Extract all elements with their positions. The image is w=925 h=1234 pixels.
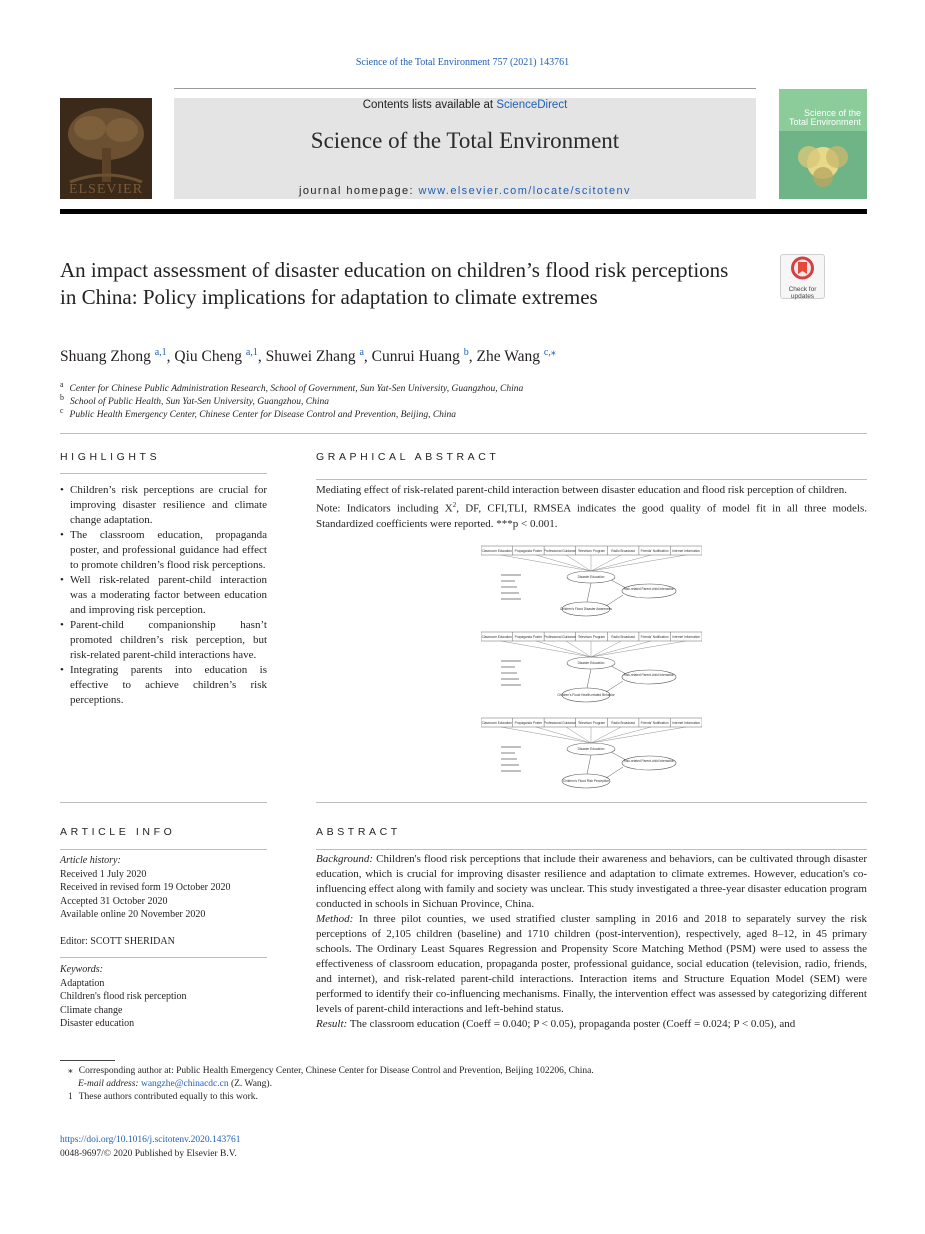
article-info-rule — [60, 849, 267, 850]
ga-node-label: Propaganda Poster — [514, 721, 543, 725]
ga-node-label: Propaganda Poster — [514, 635, 543, 639]
abstract-rule — [316, 849, 867, 850]
keywords-label: Keywords: — [60, 964, 103, 975]
author[interactable]: Cunrui Huang $^b$ — [371, 347, 469, 366]
sem-diagram-panel[interactable] — [481, 631, 702, 713]
sem-diagram-panel[interactable] — [481, 717, 702, 799]
keyword: Climate change — [60, 1004, 123, 1016]
ga-mediator-label: Risk-related Parent-child Interaction — [623, 673, 675, 677]
header-divider — [174, 88, 756, 89]
ga-node-label: Professional Guidance — [543, 721, 576, 725]
author[interactable]: Zhe Wang $^{c,⁎}$ — [476, 347, 556, 366]
history-item: Received in revised form 19 October 2020 — [60, 882, 231, 893]
ga-node-label: Professional Guidance — [543, 635, 576, 639]
copyright: 0048-9697/© 2020 Published by Elsevier B.V. — [60, 1149, 237, 1159]
ga-node-label: Professional Guidance — [543, 549, 576, 553]
sciencedirect-link[interactable]: ScienceDirect — [496, 99, 568, 111]
ga-mediator-label: Risk-related Parent-child Interaction — [623, 759, 675, 763]
history-label: Article history: — [60, 855, 121, 866]
ga-outcome-label: Children's Flood Risk Perception — [562, 779, 610, 783]
ga-node-label: Classroom Education — [481, 635, 512, 639]
ga-outcome-label: Children's Flood Health-related Behavior — [557, 693, 615, 697]
keywords-rule — [60, 957, 267, 958]
ga-caption-line: Mediating effect of risk-related parent-child interaction between disaster education and flood risk perception of children. — [316, 484, 847, 496]
graphical-abstract-heading: GRAPHICAL ABSTRACT — [316, 451, 500, 463]
history-item: Accepted 31 October 2020 — [60, 895, 168, 907]
ga-node-label: Internet Information — [672, 635, 701, 639]
elsevier-logo — [60, 98, 152, 199]
header-thick-rule — [60, 209, 867, 214]
history-item: Received 1 July 2020 — [60, 868, 147, 880]
crossmark-line1: Check for — [788, 286, 817, 293]
abstract-background: Background: Children's flood risk perceptions that include their awareness and behaviors, can be cultivated through disaster education, which is crucial for improving disaster resilience and adaptation to climate extremes. However, education's co-influencing effect along with family and society was unclear. This study investigated a three-year disaster education program conducted in schools in Sichuan Province, China. — [316, 853, 867, 910]
highlights-heading: HIGHLIGHTS — [60, 451, 161, 463]
journal-reference[interactable]: Science of the Total Environment 757 (2021) 143761 — [355, 57, 570, 68]
crossmark-icon — [781, 255, 824, 281]
ga-node-label: Radio Broadcast — [611, 635, 635, 639]
ga-note: Note: Indicators including $X^2$, DF, CFI,TLI, RMSEA indicates the good quality of model fit in all three models. Standardized coefficients were reported. ***p < 0.001. — [316, 501, 867, 530]
ga-center-label: Disaster Education — [577, 661, 605, 666]
highlight-item: • Parent-child companionship hasn’t promoted children’s risk perception, but risk-related parent-child interactions have. — [60, 618, 267, 663]
editor: Editor: SCOTT SHERIDAN — [60, 936, 175, 947]
email-link[interactable]: wangzhe@chinacdc.cn — [140, 1079, 229, 1089]
keywords — [60, 963, 187, 1031]
highlight-item: • Integrating parents into education is effective to achieve children’s risk perceptions. — [60, 663, 267, 708]
abstract-result: Result: The classroom education (Coeff = 0.040; P < 0.05), propaganda poster (Coeff = 0.024; P < 0.05), and — [316, 1018, 796, 1030]
footnote-email: E-mail address: wangzhe@chinacdc.cn (Z. Wang). — [78, 1079, 272, 1089]
footnote-equal-contribution: 1 These authors contributed equally to this work. — [68, 1092, 258, 1102]
ga-node-label: Radio Broadcast — [611, 549, 635, 553]
cover-title: Science of the Total Environment — [788, 108, 861, 127]
author-list: Shuang Zhong $^{a,1}$, Qiu Cheng $^{a,1}$, Shuwei Zhang $^a$, Cunrui Huang $^b$, Zhe Wang $^{c,⁎}$ — [60, 347, 556, 366]
highlight-item: • Children’s risk perceptions are crucial for improving disaster resilience and climate change adaptation. — [60, 483, 267, 528]
ga-node-label: Classroom Education — [481, 549, 512, 553]
affiliation: $^c$ Public Health Emergency Center, Chinese Center for Disease Control and Prevention, Beijing, China — [60, 406, 457, 421]
check-for-updates-badge[interactable] — [780, 254, 825, 299]
abstract-heading: ABSTRACT — [316, 826, 401, 838]
affiliation-divider — [60, 433, 867, 434]
keyword: Disaster education — [60, 1018, 135, 1029]
journal-title: Science of the Total Environment — [310, 128, 620, 153]
article-history — [60, 854, 231, 922]
homepage-prefix: journal homepage: — [299, 185, 419, 197]
abstract-method: Method: In three pilot counties, we used stratified cluster sampling in 2016 and 2018 to separately survey the risk perceptions of 2,105 children (baseline) and 1710 children (post-intervention), respectively, aged 8–12, in 45 primary schools. The Ordinary Least Squares Regression and Propensity Score Matching Method (PSM) were used to assess the effectiveness of classroom education, propaganda poster, professional guidance, social education (television, radio, friends, and internet), and risk-related parent-child interactions. Interaction items and Structure Equation Model (SEM) were performed to identify their co-influencing mechanisms. Finally, the intervention effect was assessed by categorizing different levels of parent-child interactions and left-behind status. — [316, 913, 867, 1015]
highlight-item: • Well risk-related parent-child interaction was a moderating factor between education and improving risk perception. — [60, 573, 267, 618]
contents-prefix: Contents lists available at — [362, 99, 497, 111]
ga-node-label: Television Program — [577, 549, 606, 553]
author[interactable]: Qiu Cheng $^{a,1}$ — [174, 347, 258, 366]
ga-mediator-label: Risk-related Parent-child Interaction — [623, 587, 675, 591]
keyword: Children's flood risk perception — [60, 991, 187, 1002]
affiliation: $^b$ School of Public Health, Sun Yat-Sen University, Guangzhou, China — [60, 393, 329, 408]
ga-node-label: Television Program — [577, 635, 606, 639]
crossmark-line2: updates — [790, 293, 815, 300]
article-title: An impact assessment of disaster education on children’s flood risk perceptions in China: Policy implications for adaptation to climate extremes — [60, 258, 729, 309]
author[interactable]: Shuang Zhong $^{a,1}$ — [60, 347, 167, 366]
ga-node-label: Friends' Notification — [640, 549, 669, 553]
article-info-heading: ARTICLE INFO — [60, 826, 176, 838]
ga-center-label: Disaster Education — [577, 747, 605, 752]
highlights-end-rule — [60, 802, 267, 803]
ga-node-label: Propaganda Poster — [514, 549, 543, 553]
contents-line — [174, 99, 756, 111]
homepage-link[interactable]: www.elsevier.com/locate/scitotenv — [418, 185, 631, 197]
graphical-abstract-end-rule — [316, 802, 867, 803]
ga-node-label: Friends' Notification — [640, 635, 669, 639]
ga-node-label: Classroom Education — [481, 721, 512, 725]
doi-link[interactable]: https://doi.org/10.1016/j.scitotenv.2020.143761 — [60, 1135, 241, 1145]
ga-node-label: Internet Information — [672, 549, 701, 553]
highlights-rule — [60, 473, 267, 474]
ga-node-label: Radio Broadcast — [611, 721, 635, 725]
highlights-list — [60, 483, 267, 708]
ga-outcome-label: Children's Flood Disaster Awareness — [560, 607, 612, 611]
keyword: Adaptation — [60, 977, 105, 989]
ga-node-label: Television Program — [577, 721, 606, 725]
graphical-abstract-rule — [316, 479, 867, 480]
abstract-body — [316, 852, 867, 1032]
ga-node-label: Friends' Notification — [640, 721, 669, 725]
journal-homepage — [174, 185, 756, 197]
highlight-item: • The classroom education, propaganda poster, and professional guidance had effect to promote children’s flood risk perceptions. — [60, 528, 267, 573]
journal-cover[interactable] — [779, 89, 867, 199]
cover-art-icon — [779, 89, 867, 199]
publisher-name: ELSEVIER — [68, 182, 144, 197]
graphical-abstract-caption — [316, 483, 867, 532]
history-item: Available online 20 November 2020 — [60, 909, 206, 920]
author[interactable]: Shuwei Zhang $^a$ — [265, 347, 364, 366]
ga-node-label: Internet Information — [672, 721, 701, 725]
sem-diagram-panel[interactable] — [481, 545, 702, 627]
footnote-rule — [60, 1060, 115, 1061]
ga-center-label: Disaster Education — [577, 575, 605, 580]
affiliation: $^a$ Center for Chinese Public Administration Research, School of Government, Sun Yat-Sen University, Guangzhou, China — [60, 380, 524, 395]
footnote-corresponding: ⁎ Corresponding author at: Public Health Emergency Center, Chinese Center for Disease Control and Prevention, Beijing 102206, China. — [68, 1066, 594, 1076]
